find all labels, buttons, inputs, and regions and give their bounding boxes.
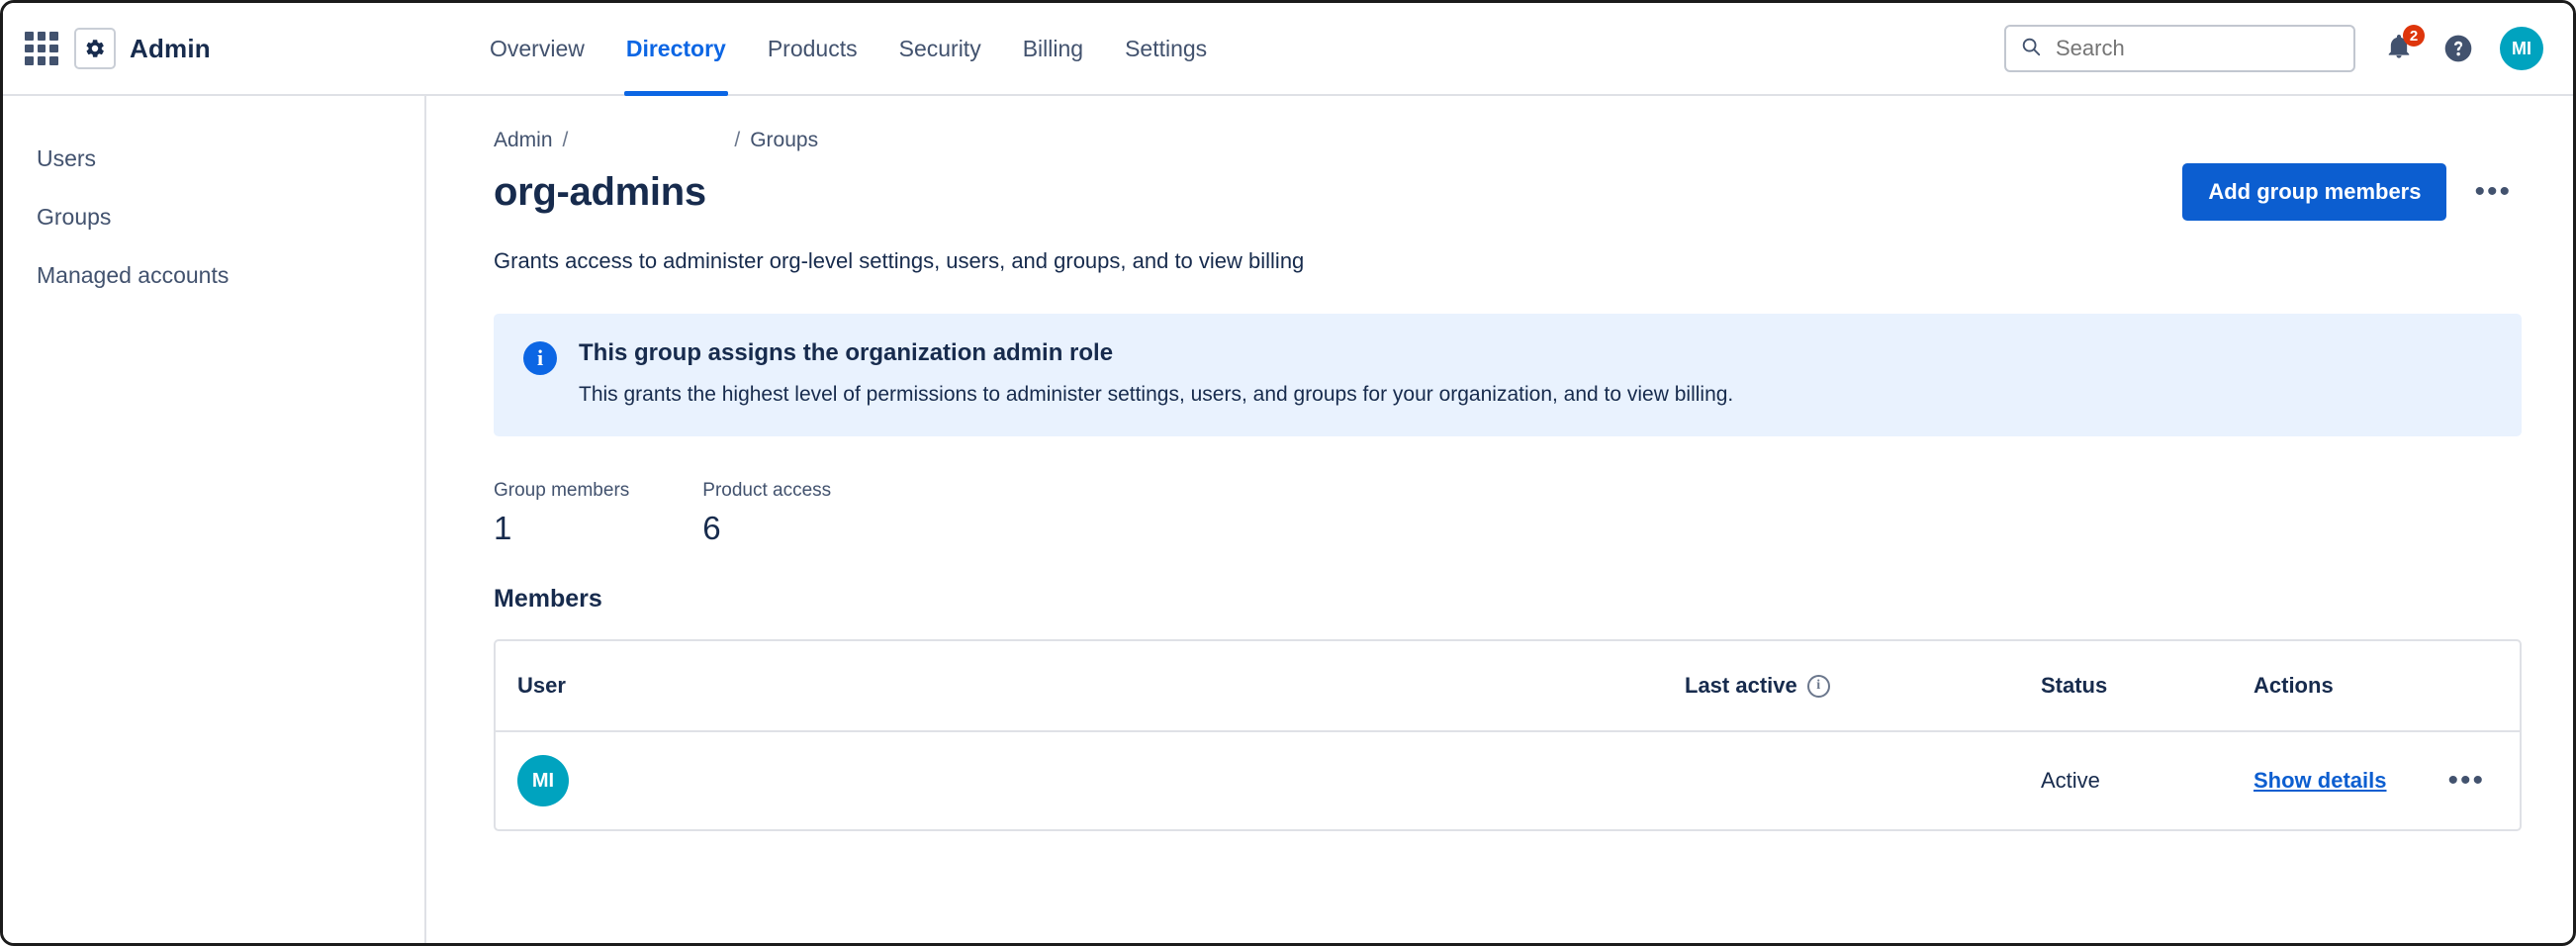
column-header-last-active-label: Last active (1685, 673, 1797, 698)
column-header-status: Status (2041, 673, 2108, 698)
body-wrapper (3, 96, 2573, 945)
top-navigation (3, 3, 2573, 96)
column-header-last-active (1685, 673, 2041, 699)
info-circle-icon[interactable]: i (1807, 675, 1830, 698)
column-header-user: User (517, 673, 566, 698)
info-banner (494, 314, 2522, 436)
members-heading: Members (494, 585, 602, 613)
notifications-button[interactable] (2381, 27, 2419, 66)
members-table-header (496, 641, 2520, 732)
breadcrumb-separator-2: / (734, 129, 741, 151)
tab-overview[interactable]: Overview (490, 35, 585, 61)
topnav-right (2004, 25, 2573, 72)
user-avatar[interactable]: MI (2500, 27, 2543, 70)
stat-group-members (494, 480, 629, 547)
tab-directory[interactable]: Directory (624, 3, 728, 94)
column-header-actions: Actions (2254, 673, 2334, 698)
tab-settings[interactable]: Settings (1125, 35, 1208, 61)
topnav-left (3, 28, 399, 69)
page-actions (2182, 163, 2522, 221)
banner-text: This grants the highest level of permissions to administer settings, users, and groups for your organization, and to view billing. (579, 383, 1734, 406)
sidebar-item-managed-accounts[interactable]: Managed accounts (37, 262, 230, 288)
notification-count-badge: 2 (2403, 25, 2425, 47)
cell-user (517, 755, 1685, 806)
cell-actions (2254, 764, 2498, 798)
members-table (494, 639, 2522, 831)
status-badge: Active (2041, 768, 2100, 793)
sidebar-item-users[interactable]: Users (37, 145, 97, 171)
table-row[interactable] (496, 732, 2520, 829)
stat-group-members-label: Group members (494, 480, 630, 501)
gear-icon (74, 28, 116, 69)
banner-body (579, 339, 1733, 407)
page-title: org-admins (494, 169, 706, 214)
search-icon (2020, 36, 2042, 62)
product-home-link[interactable] (74, 28, 211, 69)
avatar: MI (517, 755, 569, 806)
page-more-actions-button[interactable]: ••• (2474, 175, 2512, 208)
help-circle-icon[interactable] (2442, 33, 2474, 64)
product-name-label: Admin (130, 33, 211, 63)
page-description: Grants access to administer org-level settings, users, and groups, and to view billing (494, 248, 1305, 273)
add-group-members-button[interactable]: Add group members (2182, 163, 2446, 221)
grid-apps-icon[interactable] (25, 32, 58, 65)
stat-group-members-value: 1 (494, 510, 512, 546)
search-input[interactable] (2054, 35, 2340, 62)
stat-product-access-value: 6 (702, 510, 721, 546)
banner-title: This group assigns the organization admin role (579, 339, 1114, 366)
sidebar-item-groups[interactable]: Groups (37, 204, 112, 230)
main-content (426, 96, 2573, 945)
stat-product-access (702, 480, 831, 547)
tab-security[interactable]: Security (898, 35, 981, 61)
breadcrumb-groups[interactable]: Groups (750, 129, 819, 151)
tab-products[interactable]: Products (767, 35, 858, 61)
sidebar (3, 96, 426, 945)
row-more-actions-button[interactable]: ••• (2447, 764, 2485, 797)
title-row (494, 163, 2522, 221)
breadcrumb (494, 126, 2522, 155)
topnav-tabs (488, 3, 1209, 94)
info-icon: i (523, 341, 557, 375)
stat-product-access-label: Product access (702, 480, 832, 501)
tab-billing[interactable]: Billing (1022, 35, 1084, 61)
search-box[interactable] (2004, 25, 2355, 72)
breadcrumb-separator-1: / (562, 129, 569, 151)
show-details-link[interactable]: Show details (2254, 768, 2387, 793)
stats-row (494, 480, 2522, 547)
breadcrumb-admin[interactable]: Admin (494, 129, 553, 151)
